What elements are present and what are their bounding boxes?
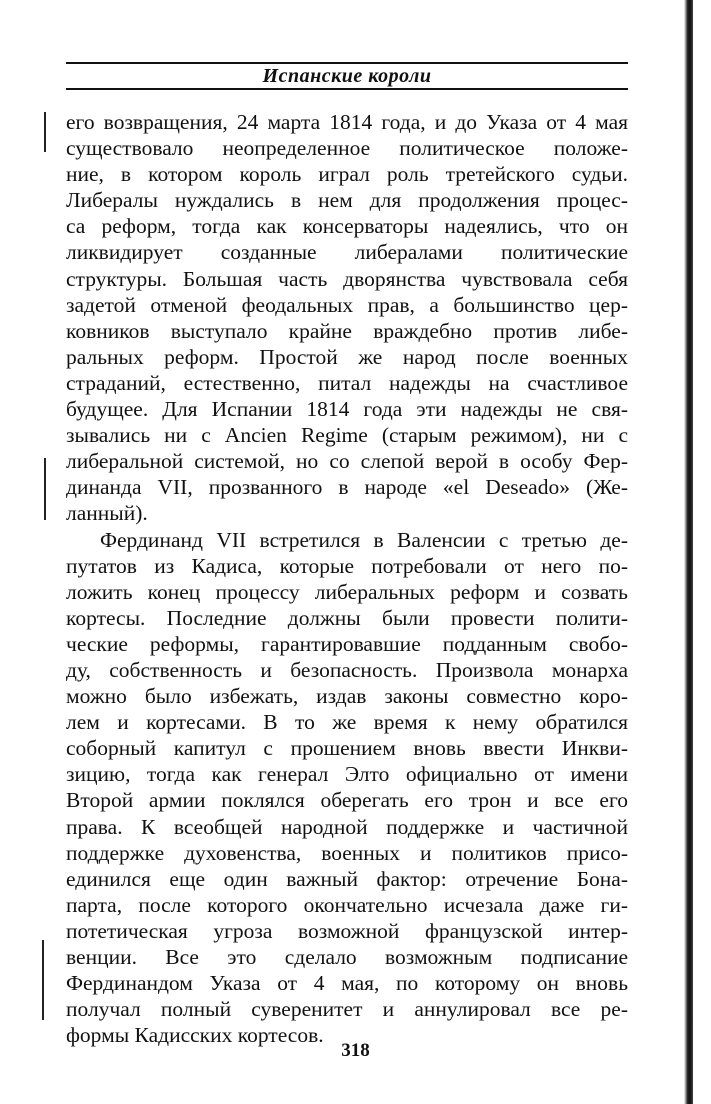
text-line: либеральной системой, но со слепой верой в особу Фер- <box>66 449 628 474</box>
text-line: ланный). <box>66 501 148 526</box>
text-line: ложить конец процессу либеральных реформ и созвать <box>66 579 628 604</box>
running-header: Испанские короли <box>262 65 432 87</box>
text-line: зывались ни с Ancien Regime (старым режимом), ни с <box>66 423 628 448</box>
text-line: ду, собственность и безопасность. Произвола монарха <box>66 657 628 682</box>
text-line: страданий, естественно, питал надежды на счастливое <box>66 370 628 395</box>
text-line: Фердинанд VII встретился в Валенсии с третью де- <box>100 527 628 552</box>
paragraph-1 <box>66 109 628 527</box>
text-line: ние, в котором король играл роль третейского судьи. <box>66 162 628 187</box>
text-line: соборный капитул с прошением вновь ввести Инкви- <box>66 736 628 761</box>
text-line: ческие реформы, гарантировавшие подданным свобо- <box>66 631 628 656</box>
text-line: парта, после которого окончательно исчезала даже ги- <box>66 892 628 917</box>
text-line: будущее. Для Испании 1814 года эти надежды не свя- <box>66 397 628 422</box>
page-body <box>66 109 628 1048</box>
text-line: существовало неопределенное политическое положе- <box>66 136 628 161</box>
text-line: поддержке духовенства, военных и политиков присо- <box>66 840 628 865</box>
paragraph-2 <box>66 527 628 1049</box>
text-line: единился еще один важный фактор: отречение Бона- <box>66 866 628 891</box>
text-line: венции. Все это сделало возможным подписание <box>66 945 628 969</box>
text-line: потетическая угроза возможной французской интер- <box>66 918 628 943</box>
header-rule-bottom <box>66 88 628 90</box>
text-line: ковников выступало крайне враждебно против либе- <box>66 318 628 343</box>
text-line: его возвращения, 24 марта 1814 года, и до Указа от 4 мая <box>66 110 628 134</box>
text-line: кортесы. Последние должны были провести полити- <box>66 605 628 630</box>
text-line: динанда VII, прозванного в народе «el Deseado» (Же- <box>66 475 628 500</box>
margin-mark <box>42 940 44 1020</box>
text-line: можно было избежать, издав законы совместно коро- <box>66 684 628 709</box>
text-line: задетой отменой феодальных прав, а большинство цер- <box>66 292 628 317</box>
text-line: ральных реформ. Простой же народ после военных <box>66 344 628 369</box>
text-line: формы Кадисских кортесов. <box>66 1023 324 1048</box>
text-line: зицию, тогда как генерал Элто официально от имени <box>66 762 628 787</box>
text-line: получал полный суверенитет и аннулировал все ре- <box>66 997 628 1022</box>
margin-mark <box>44 112 46 152</box>
text-line: права. К всеобщей народной поддержке и частичной <box>66 814 628 839</box>
text-line: са реформ, тогда как консерваторы надеялись, что он <box>66 214 628 239</box>
margin-mark <box>44 458 46 520</box>
binding-edge-shadow <box>684 0 693 1104</box>
page-number: 318 <box>341 1040 370 1061</box>
text-line: путатов из Кадиса, которые потребовали от него по- <box>66 553 628 578</box>
text-line: Либералы нуждались в нем для продолжения процес- <box>66 188 628 213</box>
text-line: ликвидирует созданные либералами политические <box>66 240 628 265</box>
text-line: лем и кортесами. В то же время к нему обратился <box>66 710 628 735</box>
text-line: Второй армии поклялся оберегать его трон и все его <box>66 788 628 813</box>
text-line: структуры. Большая часть дворянства чувствовала себя <box>66 266 628 291</box>
text-line: Фердинандом Указа от 4 мая, по которому он вновь <box>66 971 628 996</box>
